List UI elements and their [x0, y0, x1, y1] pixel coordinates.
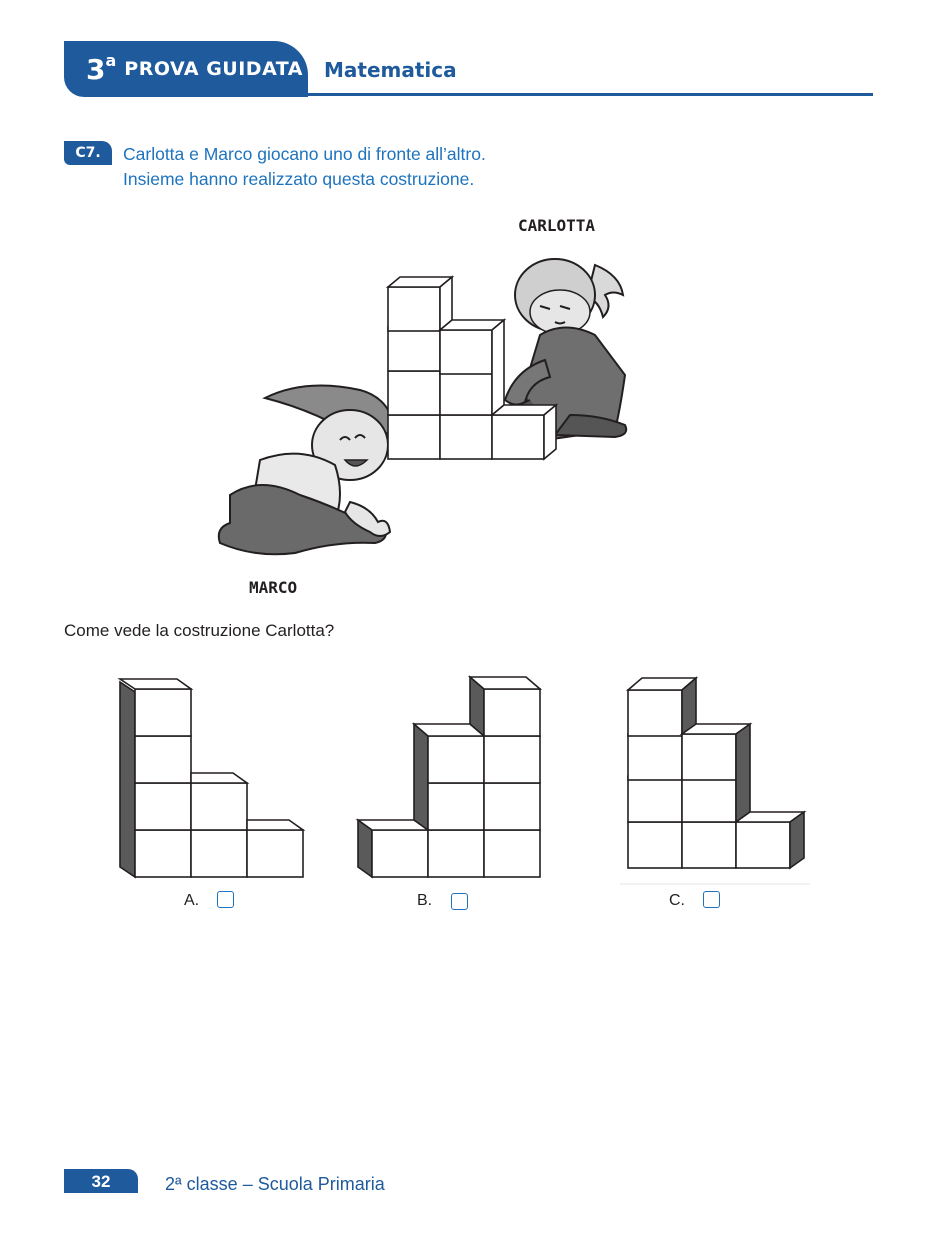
option-c-checkbox[interactable]: [703, 891, 720, 908]
question-code-badge: C7.: [64, 141, 112, 165]
header-tab: [64, 41, 308, 97]
option-b-label: B.: [417, 892, 433, 909]
carlotta-label: CARLOTTA: [518, 216, 596, 235]
option-a-label: A.: [184, 892, 200, 909]
footer-text: 2ª classe – Scuola Primaria: [165, 1174, 385, 1194]
prompt-text: Come vede la costruzione Carlotta?: [64, 621, 335, 640]
test-number-superscript: a: [105, 50, 117, 70]
option-c-label: C.: [669, 892, 685, 909]
option-a-checkbox[interactable]: [217, 891, 234, 908]
subject-title: Matematica: [324, 58, 457, 82]
question-text: [123, 142, 486, 192]
children-building-illustration: [200, 240, 660, 570]
option-c-figure: [620, 672, 815, 887]
header-divider: [300, 93, 873, 96]
question-line-1: Carlotta e Marco giocano uno di fronte all’altro.: [123, 144, 486, 164]
option-a-figure: [115, 672, 310, 882]
page-number: 32: [64, 1169, 138, 1193]
option-b-checkbox[interactable]: [451, 893, 468, 910]
option-b-figure: [355, 672, 545, 882]
marco-label: MARCO: [249, 578, 298, 597]
marco-figure: [219, 386, 395, 555]
test-label: PROVA GUIDATA: [124, 58, 303, 80]
question-line-2: Insieme hanno realizzato questa costruzione.: [123, 169, 475, 189]
test-number: 3: [86, 52, 106, 86]
